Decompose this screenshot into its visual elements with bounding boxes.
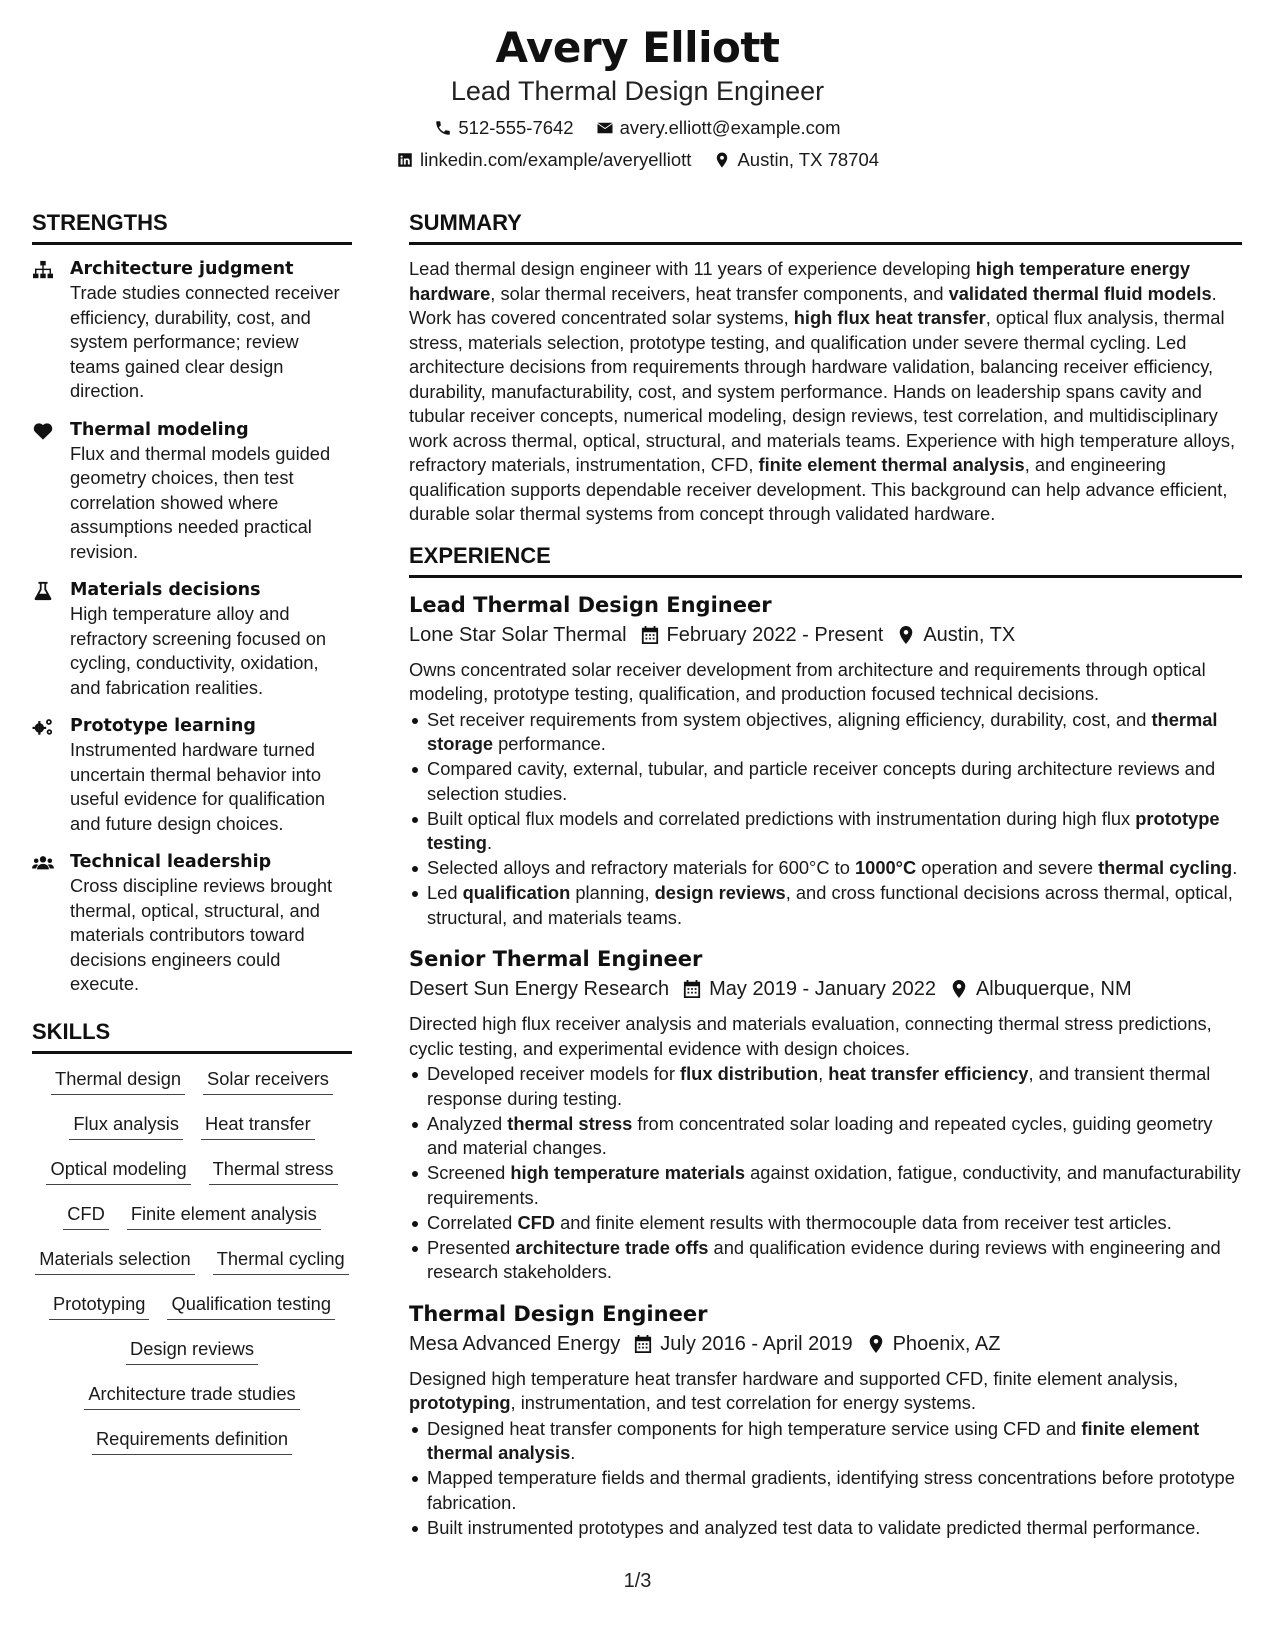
job-description: Owns concentrated solar receiver development from architecture and requirements through optical modeling, prototype testing, qualification, and production focused technical decisions. (409, 658, 1206, 704)
contact-line-1 (0, 116, 1275, 140)
job-company: Desert Sun Energy Research (409, 978, 670, 1000)
job-company: Lone Star Solar Thermal (409, 623, 627, 646)
job-description: Designed high temperature heat transfer hardware and supported CFD, finite element analysis, prototyping, instrumentation, and test correlation for energy systems. (409, 1367, 1179, 1413)
job-dates: February 2022 - Present (666, 623, 884, 646)
left-column (32, 210, 352, 1471)
contact-linkedin[interactable] (396, 148, 691, 172)
skill-tag: Flux analysis (69, 1111, 183, 1140)
strength-title: Prototype learning (70, 716, 256, 736)
job-bullets (409, 708, 1242, 931)
job-location: Albuquerque, NM (975, 978, 1132, 1000)
job-dates: July 2016 - April 2019 (660, 1332, 853, 1355)
list-item: Mapped temperature fields and thermal gradients, identifying stress concentrations before prototype fabrication. (409, 1466, 1242, 1515)
strength-desc: High temperature alloy and refractory screening focused on cycling, conductivity, oxidation, and fabrication realities. (70, 603, 327, 698)
users-icon (32, 853, 54, 873)
strength-desc: Flux and thermal models guided geometry choices, then test correlation showed where assumptions needed practical revision. (70, 442, 331, 562)
phone-text: 512-555-7642 (458, 117, 574, 138)
skills-list (32, 1066, 352, 1471)
job-title: Thermal Design Engineer (409, 1301, 708, 1326)
job-title: Lead Thermal Design Engineer (409, 592, 772, 617)
contact-location (713, 148, 879, 172)
envelope-icon (596, 119, 614, 137)
skill-tag: Solar receivers (203, 1066, 333, 1095)
list-item: Set receiver requirements from system objectives, aligning efficiency, durability, cost, and thermal storage performance. (409, 708, 1242, 757)
page-number: 1/3 (623, 1570, 652, 1592)
skill-tag: Finite element analysis (127, 1201, 321, 1230)
list-item: Built optical flux models and correlated predictions with instrumentation during high flux prototype testing. (409, 807, 1242, 856)
skill-tag: Optical modeling (46, 1156, 190, 1185)
job-meta (409, 974, 1242, 1004)
strength-item (32, 714, 352, 836)
strength-item (32, 578, 352, 700)
cogs-icon (32, 717, 54, 737)
sitemap-icon (32, 260, 54, 280)
skill-tag: Heat transfer (201, 1111, 315, 1140)
list-item: Presented architecture trade offs and qualification evidence during reviews with engineering and research stakeholders. (409, 1236, 1242, 1285)
skill-tag: Prototyping (49, 1291, 149, 1320)
skill-tag: CFD (63, 1201, 109, 1230)
candidate-title: Lead Thermal Design Engineer (450, 76, 825, 106)
phone-icon (434, 119, 452, 137)
calendar-icon (634, 1334, 652, 1354)
skill-tag: Thermal stress (209, 1156, 338, 1185)
summary-text: Lead thermal design engineer with 11 years of experience developing high temperature energy hardware, solar thermal receivers, heat transfer components, and validated thermal fluid models. Work has covered concentrated solar systems, high flux heat transfer, optical flux analysis, thermal stress, materials selection, prototype testing, and qualification under severe thermal cycling. Led architecture decisions from requirements through hardware validation, balancing receiver efficiency, durability, manufacturability, cost, and system performance. Hands on leadership spans cavity and tubular receiver concepts, numerical modeling, design reviews, test correlation, and multidisciplinary work across thermal, optical, structural, and materials teams. Experience with high temperature alloys, refractory materials, instrumentation, CFD, finite element thermal analysis, and engineering qualification supports dependable receiver development. This background can help advance efficient, durable solar thermal systems from concept through validated hardware. (409, 258, 1236, 524)
flask-icon (32, 581, 54, 601)
strength-desc: Cross discipline reviews brought thermal, optical, structural, and materials contributors toward decisions engineers could execute. (70, 875, 333, 994)
strength-title: Architecture judgment (70, 259, 294, 279)
map-pin-icon (867, 1334, 885, 1354)
list-item: Correlated CFD and finite element results with thermocouple data from receiver test articles. (409, 1211, 1242, 1236)
skill-tag: Thermal cycling (213, 1246, 349, 1275)
job-bullets (409, 1417, 1242, 1541)
linkedin-text: linkedin.com/example/averyelliott (419, 149, 692, 170)
resume-header (0, 22, 1275, 172)
strength-item (32, 257, 352, 404)
job-entry (409, 590, 1242, 931)
strength-desc: Trade studies connected receiver efficiency, durability, cost, and system performance; review teams gained clear design direction. (70, 282, 340, 401)
location-text: Austin, TX 78704 (737, 149, 880, 170)
job-meta (409, 620, 1242, 650)
skill-tag: Architecture trade studies (84, 1381, 299, 1410)
calendar-icon (641, 625, 659, 645)
job-entry (409, 1299, 1242, 1541)
map-pin-icon (713, 151, 731, 169)
list-item: Compared cavity, external, tubular, and particle receiver concepts during architecture reviews and selection studies. (409, 757, 1242, 806)
strength-item (32, 850, 352, 997)
contact-email[interactable] (596, 116, 841, 140)
map-pin-icon (897, 625, 915, 645)
job-entry (409, 944, 1242, 1285)
right-column (409, 210, 1242, 1554)
candidate-name: Avery Elliott (495, 23, 780, 72)
list-item: Analyzed thermal stress from concentrated solar loading and repeated cycles, guiding geometry and material changes. (409, 1112, 1242, 1161)
skill-tag: Thermal design (51, 1066, 185, 1095)
skill-tag: Materials selection (35, 1246, 194, 1275)
strength-title: Materials decisions (70, 580, 261, 600)
job-meta (409, 1329, 1242, 1359)
strengths-heading: STRENGTHS (32, 210, 352, 245)
job-location: Phoenix, AZ (892, 1332, 1001, 1355)
calendar-icon (683, 979, 701, 999)
skill-tag: Design reviews (126, 1336, 258, 1365)
job-location: Austin, TX (923, 623, 1016, 646)
contact-line-2 (0, 148, 1275, 172)
job-dates: May 2019 - January 2022 (709, 978, 936, 1000)
list-item: Led qualification planning, design reviews, and cross functional decisions across thermal, optical, structural, and materials teams. (409, 881, 1242, 930)
heart-icon (32, 421, 54, 441)
skill-tag: Requirements definition (92, 1426, 292, 1455)
strength-title: Thermal modeling (70, 419, 249, 440)
strength-item (32, 418, 352, 565)
experience-heading: EXPERIENCE (409, 543, 1242, 578)
list-item: Screened high temperature materials against oxidation, fatigue, conductivity, and manufacturability requirements. (409, 1161, 1242, 1210)
list-item: Selected alloys and refractory materials for 600°C to 1000°C operation and severe thermal cycling. (409, 856, 1242, 881)
strength-desc: Instrumented hardware turned uncertain thermal behavior into useful evidence for qualification and future design choices. (70, 739, 326, 834)
email-text: avery.elliott@example.com (619, 117, 841, 138)
job-company: Mesa Advanced Energy (409, 1332, 621, 1355)
strength-title: Technical leadership (70, 852, 272, 872)
job-title: Senior Thermal Engineer (409, 947, 703, 971)
skills-heading: SKILLS (32, 1019, 352, 1054)
contact-phone[interactable] (434, 116, 573, 140)
job-bullets (409, 1062, 1242, 1285)
map-pin-icon (950, 979, 968, 999)
list-item: Built instrumented prototypes and analyzed test data to validate predicted thermal performance. (409, 1516, 1242, 1541)
job-description: Directed high flux receiver analysis and materials evaluation, connecting thermal stress predictions, cyclic testing, and experimental evidence with design choices. (409, 1013, 1212, 1059)
linkedin-icon (396, 151, 414, 169)
list-item: Designed heat transfer components for high temperature service using CFD and finite element thermal analysis. (409, 1417, 1242, 1466)
skill-tag: Qualification testing (167, 1291, 335, 1320)
summary-heading: SUMMARY (409, 210, 1242, 245)
list-item: Developed receiver models for flux distribution, heat transfer efficiency, and transient thermal response during testing. (409, 1062, 1242, 1111)
